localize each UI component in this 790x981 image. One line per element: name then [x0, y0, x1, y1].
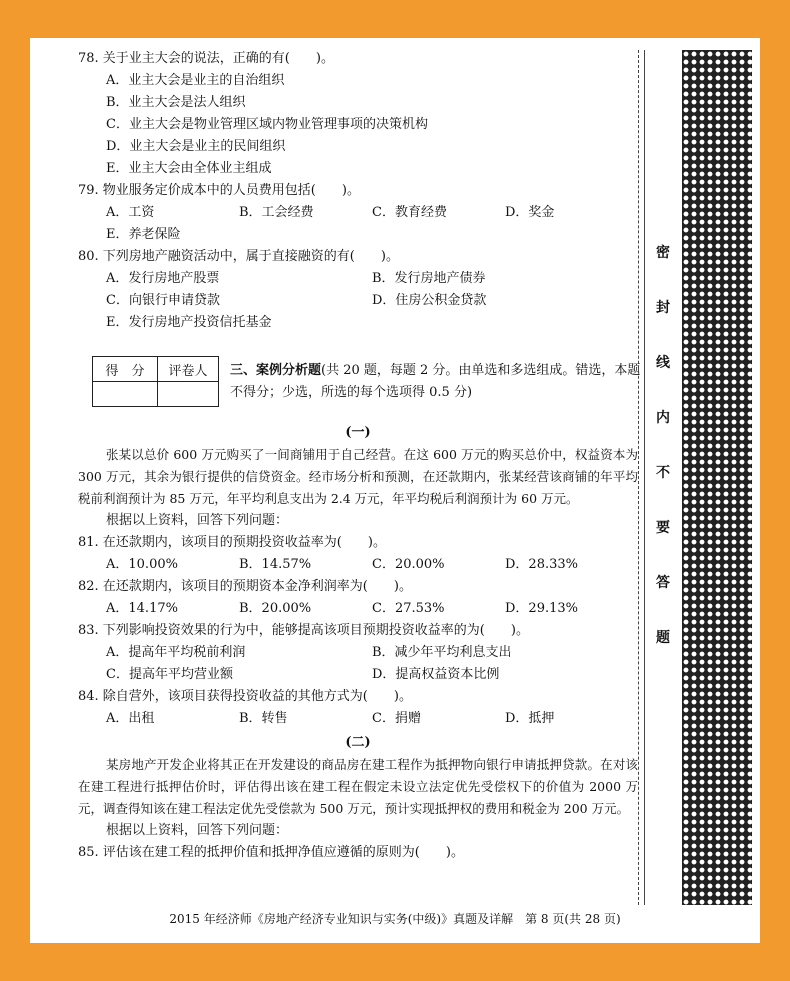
- exam-page: [30, 38, 760, 943]
- q82-options: [78, 598, 638, 620]
- q83-option-c: C．提高年平均营业额: [106, 667, 233, 682]
- seal-char: 线: [656, 355, 670, 371]
- seal-char: 要: [656, 520, 670, 536]
- q82-option-d: D．29.13%: [505, 601, 578, 616]
- seal-char: 封: [656, 300, 670, 316]
- grader-label: 评卷人: [158, 357, 219, 382]
- case1-paragraph: 张某以总价 600 万元购买了一间商铺用于自己经营。在这 600 万元的购买总价中，权益资本为 300 万元，其余为银行提供的信贷资金。经市场分析和预测，在还款期内，张某经营该商铺的年平均税前利润预计为 85 万元，年平均利息支出为 2.4 万元，年平均税后利润预计为 60 万元。: [78, 447, 638, 506]
- q82-stem: 82. 在还款期内，该项目的预期资本金净利润率为( )。: [78, 579, 412, 594]
- q81-option-a: A．10.00%: [106, 557, 178, 572]
- section3-title: 三、案例分析题: [230, 363, 322, 378]
- q78-option-d: D．业主大会是业主的民间组织: [106, 139, 286, 154]
- section3-desc: (共 20 题，每题 2 分。由单选和多选组成。错选，本题不得分；少选，所选的每个选项得 0.5 分): [230, 363, 641, 400]
- q79-options: [78, 202, 638, 224]
- seal-char: 答: [656, 575, 670, 591]
- q81-option-b: B．14.57%: [239, 557, 312, 572]
- q80-option-b: B．发行房地产债券: [372, 271, 486, 286]
- q84-options: [78, 708, 638, 730]
- section3-header: [230, 360, 650, 404]
- q83-option-d: D．提高权益资本比例: [372, 667, 500, 682]
- q79-option-d: D．奖金: [505, 205, 555, 220]
- seal-char: 内: [656, 410, 670, 426]
- q79-stem: 79. 物业服务定价成本中的人员费用包括( )。: [78, 183, 360, 198]
- q79-option-a: A．工资: [106, 205, 155, 220]
- question-body: [78, 48, 641, 864]
- q81-option-c: C．20.00%: [372, 557, 445, 572]
- seal-char: 密: [656, 245, 670, 261]
- q80-option-c: C．向银行申请贷款: [106, 293, 220, 308]
- seal-hatch-pattern: [682, 50, 752, 905]
- q79-option-b: B．工会经费: [239, 205, 314, 220]
- q80-option-d: D．住房公积金贷款: [372, 293, 487, 308]
- q85-stem: 85. 评估该在建工程的抵押价值和抵押净值应遵循的原则为( )。: [78, 845, 464, 860]
- page-footer: 2015 年经济师《房地产经济专业知识与实务(中级)》真题及详解 第 8 页(共 28 页): [169, 912, 621, 926]
- q80-options-row1: [78, 268, 638, 290]
- case1-title: (一): [345, 425, 371, 440]
- seal-dashed-line: [638, 50, 639, 905]
- q84-stem: 84. 除自营外，该项目获得投资收益的其他方式为( )。: [78, 689, 412, 704]
- q83-options-row2: [78, 664, 638, 686]
- case2-paragraph: 某房地产开发企业将其正在开发建设的商品房在建工程作为抵押物向银行申请抵押贷款。在对该在建工程进行抵押估价时，评估得出该在建工程在假定未设立法定优先受偿权下的价值为 2000 万元，调查得知该在建工程法定优先受偿款为 500 万元，预计实现抵押权的费用和税金为 200 万元。: [78, 757, 638, 816]
- q84-option-d: D．抵押: [505, 711, 555, 726]
- q80-stem: 80. 下列房地产融资活动中，属于直接融资的有( )。: [78, 249, 399, 264]
- case1-lead: 根据以上资料，回答下列问题：: [106, 513, 289, 528]
- q80-options-row2: [78, 290, 638, 312]
- q83-option-a: A．提高年平均税前利润: [106, 645, 246, 660]
- q81-options: [78, 554, 638, 576]
- score-cell: [93, 382, 158, 407]
- q78-option-e: E．业主大会由全体业主组成: [106, 161, 272, 176]
- q84-option-a: A．出租: [106, 711, 155, 726]
- seal-char: 题: [656, 630, 670, 646]
- case2-lead: 根据以上资料，回答下列问题：: [106, 823, 289, 838]
- case2-title: (二): [345, 735, 371, 750]
- q78-option-a: A．业主大会是业主的自治组织: [106, 73, 285, 88]
- q78-stem: 78. 关于业主大会的说法，正确的有( )。: [78, 51, 334, 66]
- seal-notice: [648, 243, 678, 683]
- seal-solid-line: [644, 50, 645, 905]
- q83-stem: 83. 下列影响投资效果的行为中，能够提高该项目预期投资收益率的为( )。: [78, 623, 529, 638]
- q84-option-b: B．转售: [239, 711, 288, 726]
- q78-option-c: C．业主大会是物业管理区域内物业管理事项的决策机构: [106, 117, 428, 132]
- q79-option-c: C．教育经费: [372, 205, 447, 220]
- q82-option-c: C．27.53%: [372, 601, 445, 616]
- q81-stem: 81. 在还款期内，该项目的预期投资收益率为( )。: [78, 535, 386, 550]
- q83-option-b: B．减少年平均利息支出: [372, 645, 512, 660]
- q84-option-c: C．捐赠: [372, 711, 421, 726]
- q80-option-e: E．发行房地产投资信托基金: [106, 315, 272, 330]
- q80-option-a: A．发行房地产股票: [106, 271, 220, 286]
- q82-option-b: B．20.00%: [239, 601, 312, 616]
- q78-option-b: B．业主大会是法人组织: [106, 95, 246, 110]
- q83-options-row1: [78, 642, 638, 664]
- score-box: [92, 356, 219, 407]
- q81-option-d: D．28.33%: [505, 557, 578, 572]
- grader-cell: [158, 382, 219, 407]
- seal-char: 不: [656, 465, 670, 481]
- q82-option-a: A．14.17%: [106, 601, 178, 616]
- score-label: 得 分: [93, 357, 158, 382]
- q79-option-e: E．养老保险: [106, 227, 181, 242]
